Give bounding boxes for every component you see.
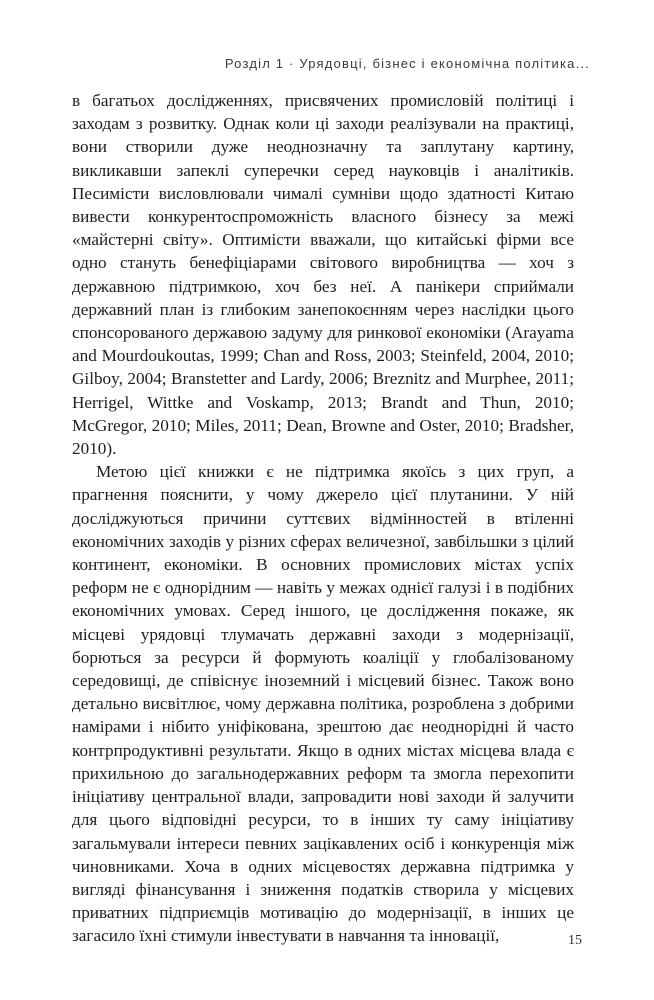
paragraph-2: Метою цієї книжки є не підтримка якоїсь з цих груп, а прагнення пояснити, у чому джерело цієї плутанини. У ній досліджуються причини суттєвих відмінностей в втіленні економічних заходів у різних сферах величезної, завбільшки з цілий континент, економіки. В основних промислових містах успіх реформ не є однорідним — навіть у межах однієї галузі і в подібних економічних умовах. Серед іншого, це дослідження покаже, як місцеві урядовці тлумачать державні заходи з модернізації, борються за ресурси й формують коаліції у глобалізованому середовищі, де співіснує іноземний і місцевий бізнес. Також воно детально висвітлює, чому державна політика, розроблена з добрими намірами і нібито уніфікована, зрештою дає неоднорідні й часто контрпродуктивні результати. Якщо в одних містах місцева влада є прихильною до загальнодержавних реформ та змогла перехопити ініціативу центральної влади, запровадити нові заходи й залучити для цього відповідні ресурси, то в інших ту саму ініціативу загальмували інтереси певних зацікавлених осіб і конкуренція між чиновниками. Хоча в одних місцевостях державна підтримка у вигляді фінансування і зниження податків створила у місцевих приватних підприємців мотивацію до модернізації, в інших це загасило їхні стимули інвестувати в навчання та інновації, [72,462,574,946]
running-head: Розділ 1 · Урядовці, бізнес і економічна політика... [224,56,590,71]
page-number: 15 [568,933,582,948]
body-text [72,89,574,948]
paragraph-1: в багатьох дослідженнях, присвячених промисловій політиці і заходам з розвитку. Однак коли ці заходи реалізували на практиці, вони створили дуже неоднозначну та заплутану картину, викликавши запеклі суперечки серед науковців і аналітиків. Песимісти висловлювали чималі сумніви щодо здатності Китаю вивести конкурентоспроможність власного бізнесу за межі «майстерні світу». Оптимісти вважали, що китайські фірми все одно стануть бенефіціарами світового виробництва — хоч з державною підтримкою, хоч без неї. А панікери сприймали державний план із глибоким занепокоєнням через наслідки цього спонсорованого державою задуму для ринкової економіки (Arayama and Mourdoukoutas, 1999; Chan and Ross, 2003; Steinfeld, 2004, 2010; Gilboy, 2004; Branstetter and Lardy, 2006; Breznitz and Murphee, 2011; Herrigel, Wittke and Voskamp, 2013; Brandt and Thun, 2010; McGregor, 2010; Miles, 2011; Dean, Browne and Oster, 2010; Bradsher, 2010). [72,91,574,459]
